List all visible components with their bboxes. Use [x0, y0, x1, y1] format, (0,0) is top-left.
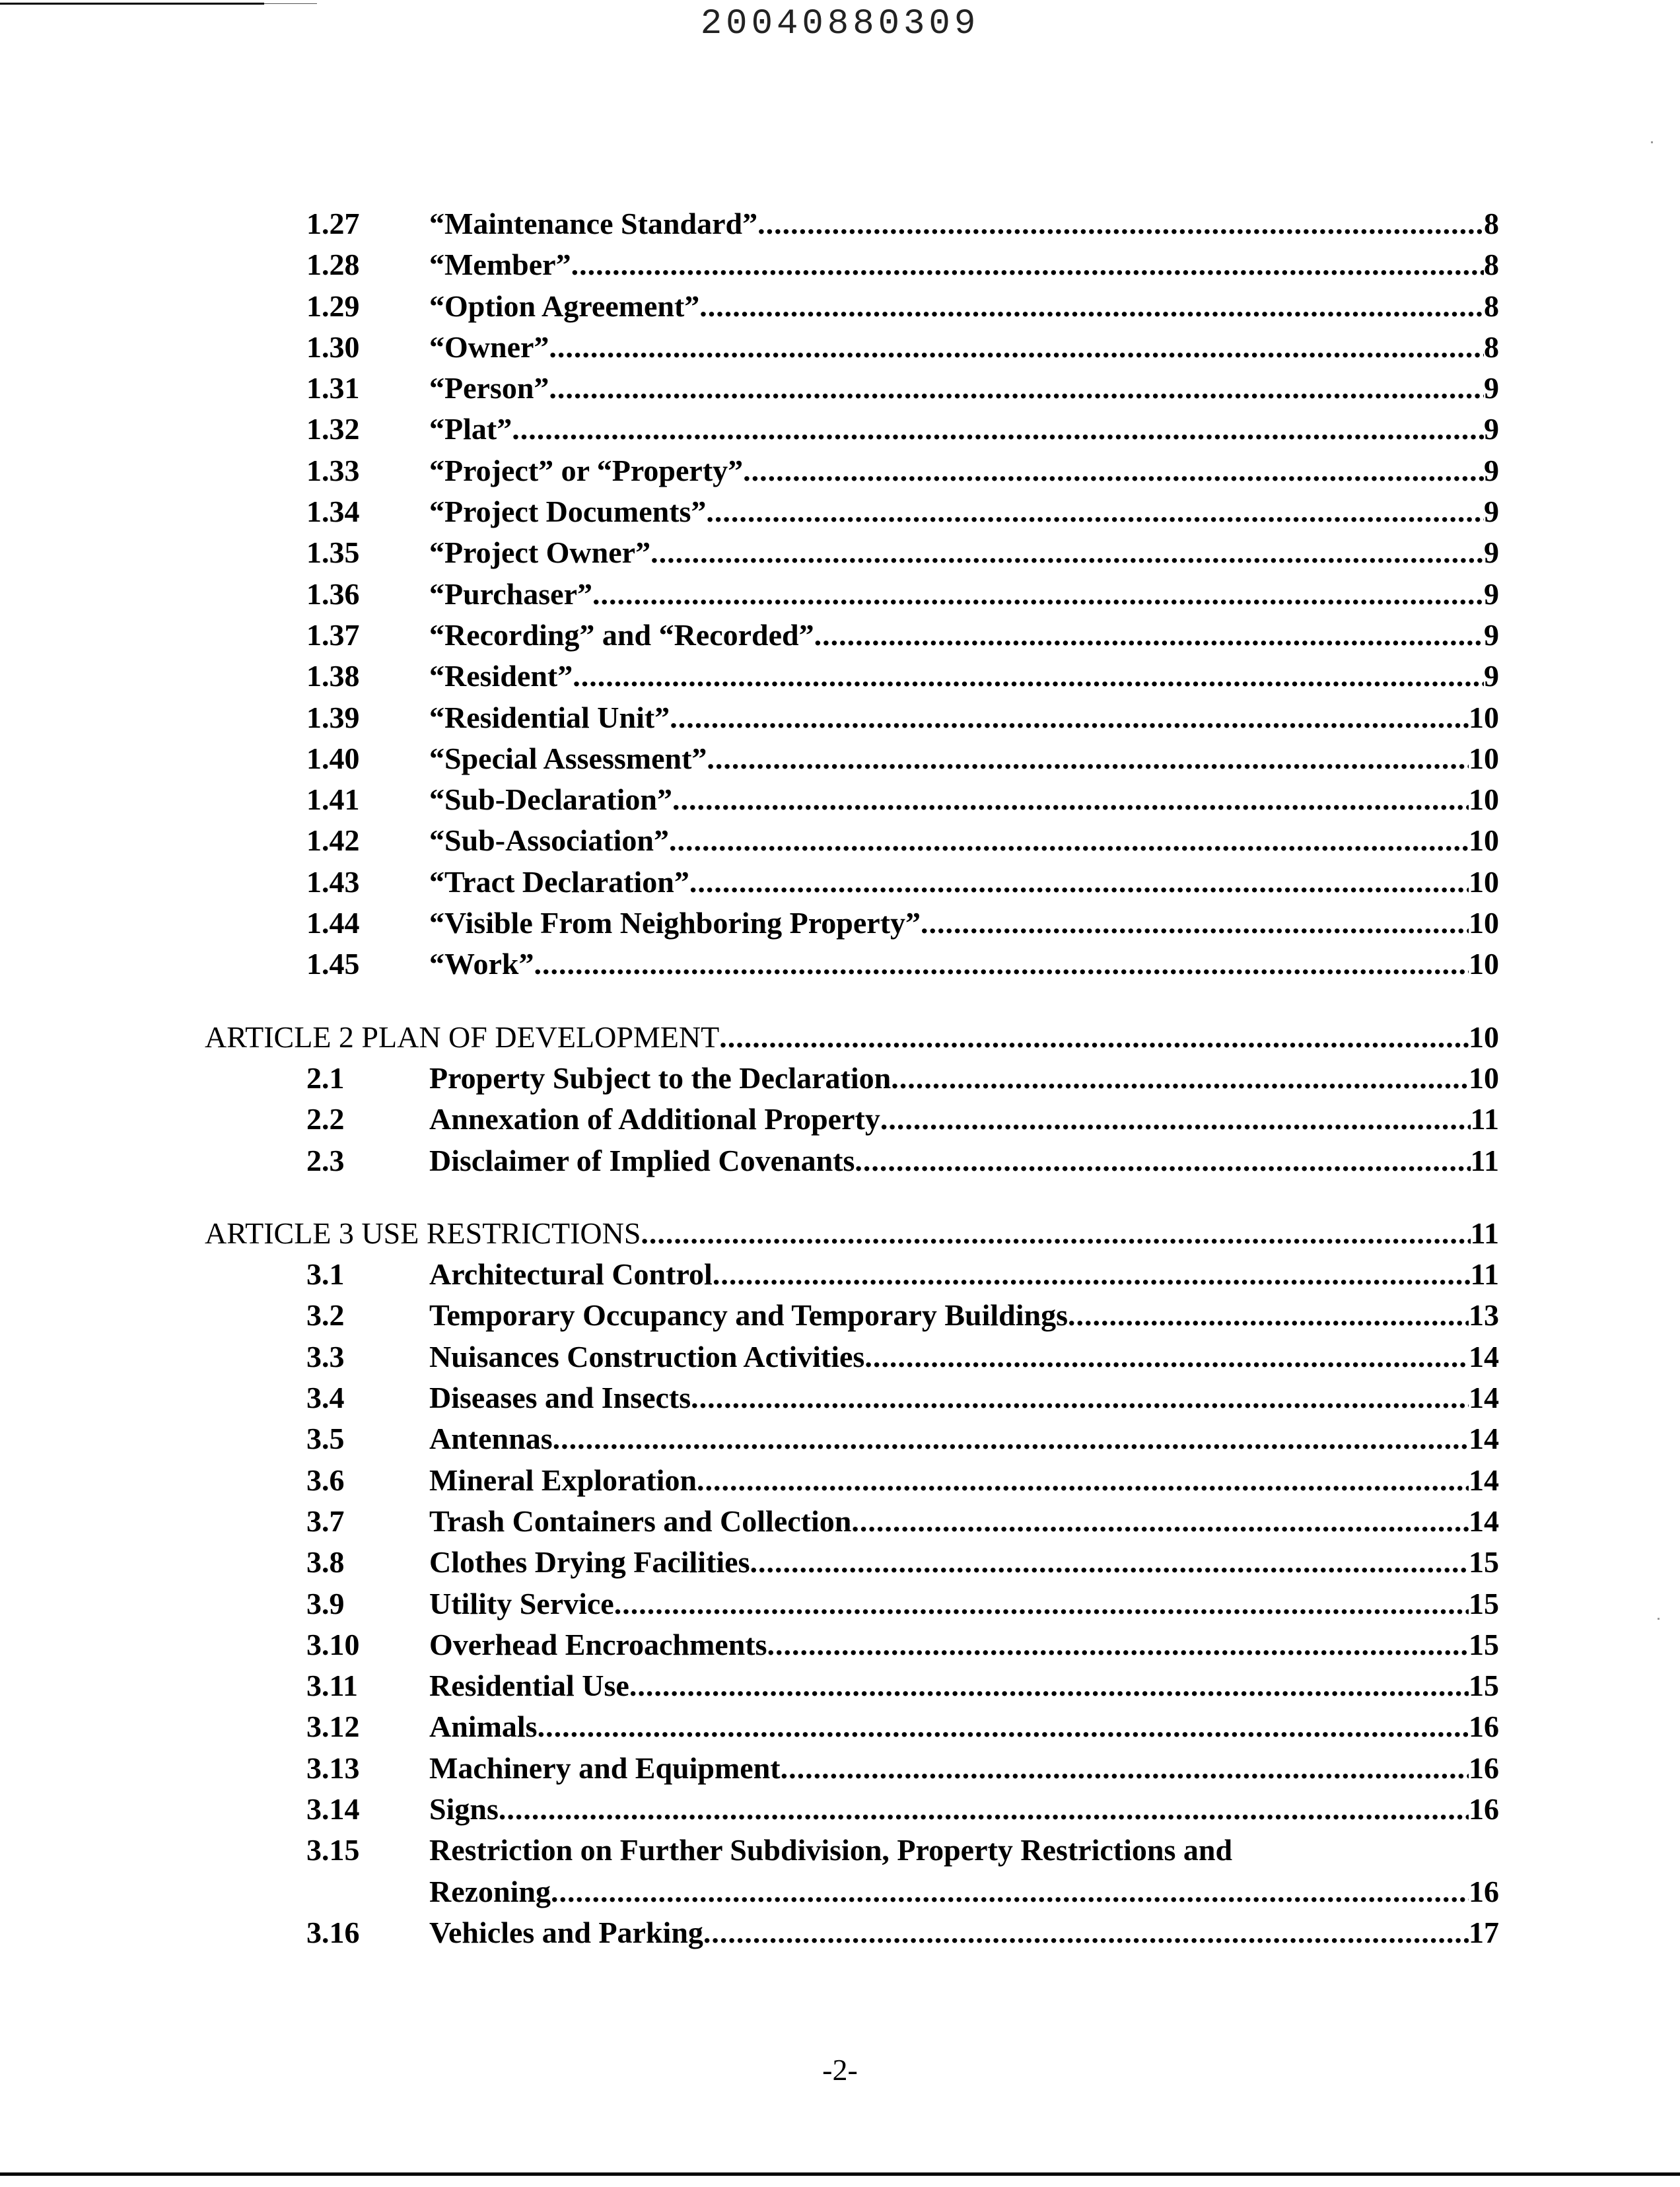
- section-number: 1.33: [306, 453, 360, 487]
- page-ref: 10: [1469, 741, 1499, 775]
- toc-entry[interactable]: [205, 1789, 1499, 1830]
- section-number: 1.40: [306, 741, 360, 775]
- section-title: Disclaimer of Implied Covenants: [429, 1143, 855, 1177]
- toc-article-3[interactable]: [205, 1213, 1499, 1254]
- page-ref: 14: [1469, 1339, 1499, 1373]
- toc-entry[interactable]: [205, 286, 1499, 327]
- page-ref: 15: [1469, 1586, 1499, 1620]
- dot-leader: [781, 1748, 1469, 1789]
- section-number: 1.36: [306, 576, 360, 611]
- page-ref: 11: [1470, 1257, 1499, 1292]
- scan-speck: [1658, 1618, 1660, 1620]
- dot-leader: [699, 286, 1484, 327]
- dot-leader: [880, 1099, 1471, 1140]
- section-number: 2.3: [306, 1143, 345, 1177]
- section-title: Vehicles and Parking: [429, 1915, 703, 1949]
- dot-leader: [814, 615, 1484, 656]
- toc-entry[interactable]: [205, 244, 1499, 285]
- section-number: 2.2: [306, 1102, 345, 1136]
- dot-leader: [750, 1542, 1469, 1583]
- dot-leader: [706, 491, 1484, 532]
- dot-leader: [534, 944, 1469, 985]
- section-title: Architectural Control: [429, 1257, 713, 1292]
- page-number: -2-: [822, 2053, 858, 2087]
- page-ref: 14: [1469, 1422, 1499, 1456]
- dot-leader: [864, 1336, 1469, 1377]
- section-number: 1.29: [306, 289, 360, 323]
- page-ref: 14: [1469, 1504, 1499, 1538]
- toc-entry[interactable]: [205, 656, 1499, 697]
- dot-leader: [757, 203, 1484, 244]
- section-title: Trash Containers and Collection: [429, 1504, 852, 1538]
- dot-leader: [499, 1789, 1469, 1830]
- page-ref: 10: [1469, 1060, 1499, 1095]
- page-ref: 9: [1484, 576, 1499, 611]
- table-of-contents: [205, 203, 1499, 1953]
- section-number: 1.30: [306, 330, 360, 364]
- section-title: Antennas: [429, 1422, 553, 1456]
- section-title: “Tract Declaration”: [429, 864, 689, 899]
- section-number: 3.14: [306, 1791, 360, 1826]
- toc-entry[interactable]: [205, 1583, 1499, 1624]
- section-number: 1.28: [306, 248, 360, 282]
- section-title: Residential Use: [429, 1669, 629, 1703]
- dot-leader: [549, 368, 1484, 409]
- toc-entry[interactable]: [205, 903, 1499, 944]
- section-title: Animals: [429, 1710, 538, 1744]
- dot-leader: [650, 532, 1484, 573]
- section-title: “Sub-Association”: [429, 823, 669, 858]
- section-title: Temporary Occupancy and Temporary Buildings: [429, 1298, 1068, 1333]
- dot-leader: [697, 1460, 1469, 1501]
- section-number: 3.8: [306, 1545, 345, 1580]
- section-number: 1.44: [306, 906, 360, 940]
- toc-entry[interactable]: [205, 409, 1499, 450]
- toc-entry[interactable]: [205, 1460, 1499, 1501]
- section-title: “Owner”: [429, 330, 549, 364]
- section-number: 3.15: [306, 1833, 360, 1867]
- toc-entry[interactable]: [205, 1377, 1499, 1418]
- dot-leader: [592, 574, 1484, 615]
- section-title: “Purchaser”: [429, 576, 593, 611]
- page-ref: 15: [1469, 1627, 1499, 1661]
- page-ref: 11: [1470, 1143, 1499, 1177]
- section-title: Signs: [429, 1791, 499, 1826]
- section-number: 1.42: [306, 823, 360, 858]
- section-number: 3.6: [306, 1463, 345, 1497]
- section-title: “Maintenance Standard”: [429, 207, 758, 240]
- dot-leader: [538, 1706, 1469, 1747]
- page-ref: 9: [1484, 453, 1499, 487]
- page-ref: 9: [1484, 412, 1499, 446]
- page-ref: 16: [1469, 1751, 1499, 1785]
- page-ref: 9: [1484, 495, 1499, 529]
- page-ref: 10: [1469, 782, 1499, 817]
- dot-leader: [691, 1377, 1469, 1418]
- article-2-items: [205, 1058, 1499, 1181]
- toc-entry[interactable]: [205, 532, 1499, 573]
- section-number: 3.10: [306, 1627, 360, 1661]
- toc-entry[interactable]: [205, 1099, 1499, 1140]
- section-number: 3.5: [306, 1422, 345, 1456]
- toc-entry[interactable]: [205, 1830, 1499, 1871]
- toc-entry[interactable]: [205, 1665, 1499, 1706]
- toc-entry[interactable]: [205, 368, 1499, 409]
- toc-entry[interactable]: [205, 450, 1499, 491]
- toc-entry[interactable]: [205, 1418, 1499, 1459]
- page-ref: 9: [1484, 536, 1499, 570]
- section-title: “Plat”: [429, 412, 512, 446]
- scan-speck: [1651, 141, 1653, 143]
- document-number: 20040880309: [700, 4, 980, 44]
- page-ref: 9: [1484, 617, 1499, 652]
- section-number: 2.1: [306, 1060, 345, 1095]
- dot-leader: [689, 862, 1469, 903]
- page-ref: 10: [1469, 864, 1499, 899]
- section-title: Property Subject to the Declaration: [429, 1060, 892, 1095]
- dot-leader: [891, 1058, 1469, 1099]
- section-title: Utility Service: [429, 1586, 614, 1620]
- section-title: “Residential Unit”: [429, 700, 670, 734]
- section-number: 3.9: [306, 1586, 345, 1620]
- section-title: Diseases and Insects: [429, 1381, 691, 1415]
- section-title: Rezoning: [429, 1874, 551, 1908]
- section-number: 3.3: [306, 1339, 345, 1373]
- section-number: 3.16: [306, 1915, 360, 1949]
- dot-leader: [641, 1213, 1470, 1254]
- page-ref: 8: [1484, 207, 1499, 240]
- section-title: “Resident”: [429, 659, 573, 693]
- toc-entry[interactable]: [205, 862, 1499, 903]
- dot-leader: [713, 1254, 1471, 1295]
- definitions-list: [205, 203, 1499, 985]
- section-title: “Member”: [429, 248, 571, 282]
- page-ref: 8: [1484, 248, 1499, 282]
- toc-entry[interactable]: [205, 1706, 1499, 1747]
- page-ref: 15: [1469, 1669, 1499, 1703]
- page-ref: 17: [1469, 1915, 1499, 1949]
- toc-entry[interactable]: [205, 615, 1499, 656]
- section-title: Nuisances Construction Activities: [429, 1339, 865, 1373]
- toc-entry[interactable]: [205, 574, 1499, 615]
- toc-entry[interactable]: [205, 779, 1499, 820]
- dot-leader: [855, 1140, 1470, 1181]
- page-ref: 9: [1484, 371, 1499, 405]
- toc-entry[interactable]: [205, 203, 1499, 244]
- page-ref: 8: [1484, 330, 1499, 364]
- section-title: Overhead Encroachments: [429, 1627, 767, 1661]
- dot-leader: [743, 450, 1484, 491]
- page-ref: 8: [1484, 289, 1499, 323]
- page-ref: 16: [1469, 1874, 1499, 1908]
- page-ref: 10: [1469, 1020, 1499, 1054]
- bottom-scan-rule: [0, 2172, 1680, 2176]
- toc-entry-continuation[interactable]: [205, 1871, 1499, 1912]
- section-number: 1.43: [306, 864, 360, 899]
- toc-entry[interactable]: [205, 491, 1499, 532]
- dot-leader: [614, 1583, 1469, 1624]
- dot-leader: [1068, 1295, 1469, 1336]
- section-number: 1.32: [306, 412, 360, 446]
- section-number: 1.37: [306, 617, 360, 652]
- dot-leader: [707, 738, 1469, 779]
- page-ref: 10: [1469, 700, 1499, 734]
- page-ref: 16: [1469, 1710, 1499, 1744]
- dot-leader: [670, 697, 1469, 738]
- page-ref: 10: [1469, 823, 1499, 858]
- section-title: “Special Assessment”: [429, 741, 707, 775]
- page-ref: 9: [1484, 659, 1499, 693]
- page-ref: 14: [1469, 1381, 1499, 1415]
- section-title: “Work”: [429, 947, 534, 981]
- section-title: “Project” or “Property”: [429, 453, 744, 487]
- section-title: “Project Documents”: [429, 495, 707, 529]
- page-ref: 14: [1469, 1463, 1499, 1497]
- toc-entry[interactable]: [205, 1140, 1499, 1181]
- dot-leader: [573, 656, 1484, 697]
- page-ref: 11: [1470, 1102, 1499, 1136]
- dot-leader: [719, 1017, 1469, 1058]
- page-ref: 10: [1469, 947, 1499, 981]
- section-title: “Recording” and “Recorded”: [429, 617, 814, 652]
- section-number: 1.45: [306, 947, 360, 981]
- section-number: 3.4: [306, 1381, 345, 1415]
- dot-leader: [669, 820, 1469, 861]
- section-title: Annexation of Additional Property: [429, 1102, 880, 1136]
- article-3-items: [205, 1254, 1499, 1830]
- dot-leader: [551, 1871, 1469, 1912]
- dot-leader: [512, 409, 1484, 450]
- section-title: Clothes Drying Facilities: [429, 1545, 750, 1580]
- dot-leader: [767, 1624, 1469, 1665]
- section-number: 3.11: [306, 1669, 358, 1703]
- toc-entry[interactable]: [205, 1748, 1499, 1789]
- section-number: 3.12: [306, 1710, 360, 1744]
- toc-entry[interactable]: [205, 738, 1499, 779]
- page-ref: 13: [1469, 1298, 1499, 1333]
- section-number: 3.2: [306, 1298, 345, 1333]
- section-number: 1.27: [306, 207, 360, 240]
- section-number: 1.39: [306, 700, 360, 734]
- toc-entry[interactable]: [205, 1501, 1499, 1542]
- section-number: 3.1: [306, 1257, 345, 1292]
- page-ref: 10: [1469, 906, 1499, 940]
- section-title: “Visible From Neighboring Property”: [429, 906, 921, 940]
- article-heading: ARTICLE 2 PLAN OF DEVELOPMENT: [205, 1020, 720, 1054]
- dot-leader: [672, 779, 1469, 820]
- section-title: “Sub-Declaration”: [429, 782, 672, 817]
- dot-leader: [629, 1665, 1469, 1706]
- section-title: Restriction on Further Subdivision, Property Restrictions and: [429, 1833, 1233, 1867]
- toc-entry[interactable]: [205, 1058, 1499, 1099]
- page-ref: 15: [1469, 1545, 1499, 1580]
- section-number: 1.38: [306, 659, 360, 693]
- toc-entry[interactable]: [205, 1336, 1499, 1377]
- section-title: Machinery and Equipment: [429, 1751, 781, 1785]
- toc-entry[interactable]: [205, 697, 1499, 738]
- section-title: Mineral Exploration: [429, 1463, 697, 1497]
- section-number: 3.7: [306, 1504, 345, 1538]
- toc-article-2[interactable]: [205, 1017, 1499, 1058]
- dot-leader: [851, 1501, 1469, 1542]
- dot-leader: [921, 903, 1469, 944]
- section-title: “Option Agreement”: [429, 289, 700, 323]
- section-number: 1.41: [306, 782, 360, 817]
- toc-entry[interactable]: [205, 1624, 1499, 1665]
- toc-entry[interactable]: [205, 1912, 1499, 1953]
- section-title: “Person”: [429, 371, 549, 405]
- toc-entry[interactable]: [205, 820, 1499, 861]
- dot-leader: [549, 327, 1484, 368]
- toc-entry[interactable]: [205, 1295, 1499, 1336]
- toc-entry[interactable]: [205, 327, 1499, 368]
- section-number: 1.31: [306, 371, 360, 405]
- section-number: 1.34: [306, 495, 360, 529]
- section-number: 1.35: [306, 536, 360, 570]
- toc-entry[interactable]: [205, 1542, 1499, 1583]
- section-number: 3.13: [306, 1751, 360, 1785]
- page-ref: 11: [1470, 1216, 1499, 1250]
- article-heading: ARTICLE 3 USE RESTRICTIONS: [205, 1216, 641, 1250]
- toc-entry[interactable]: [205, 1254, 1499, 1295]
- page-ref: 16: [1469, 1791, 1499, 1826]
- dot-leader: [571, 244, 1484, 285]
- toc-entry[interactable]: [205, 944, 1499, 985]
- section-title: “Project Owner”: [429, 536, 651, 570]
- dot-leader: [553, 1418, 1469, 1459]
- dot-leader: [703, 1912, 1469, 1953]
